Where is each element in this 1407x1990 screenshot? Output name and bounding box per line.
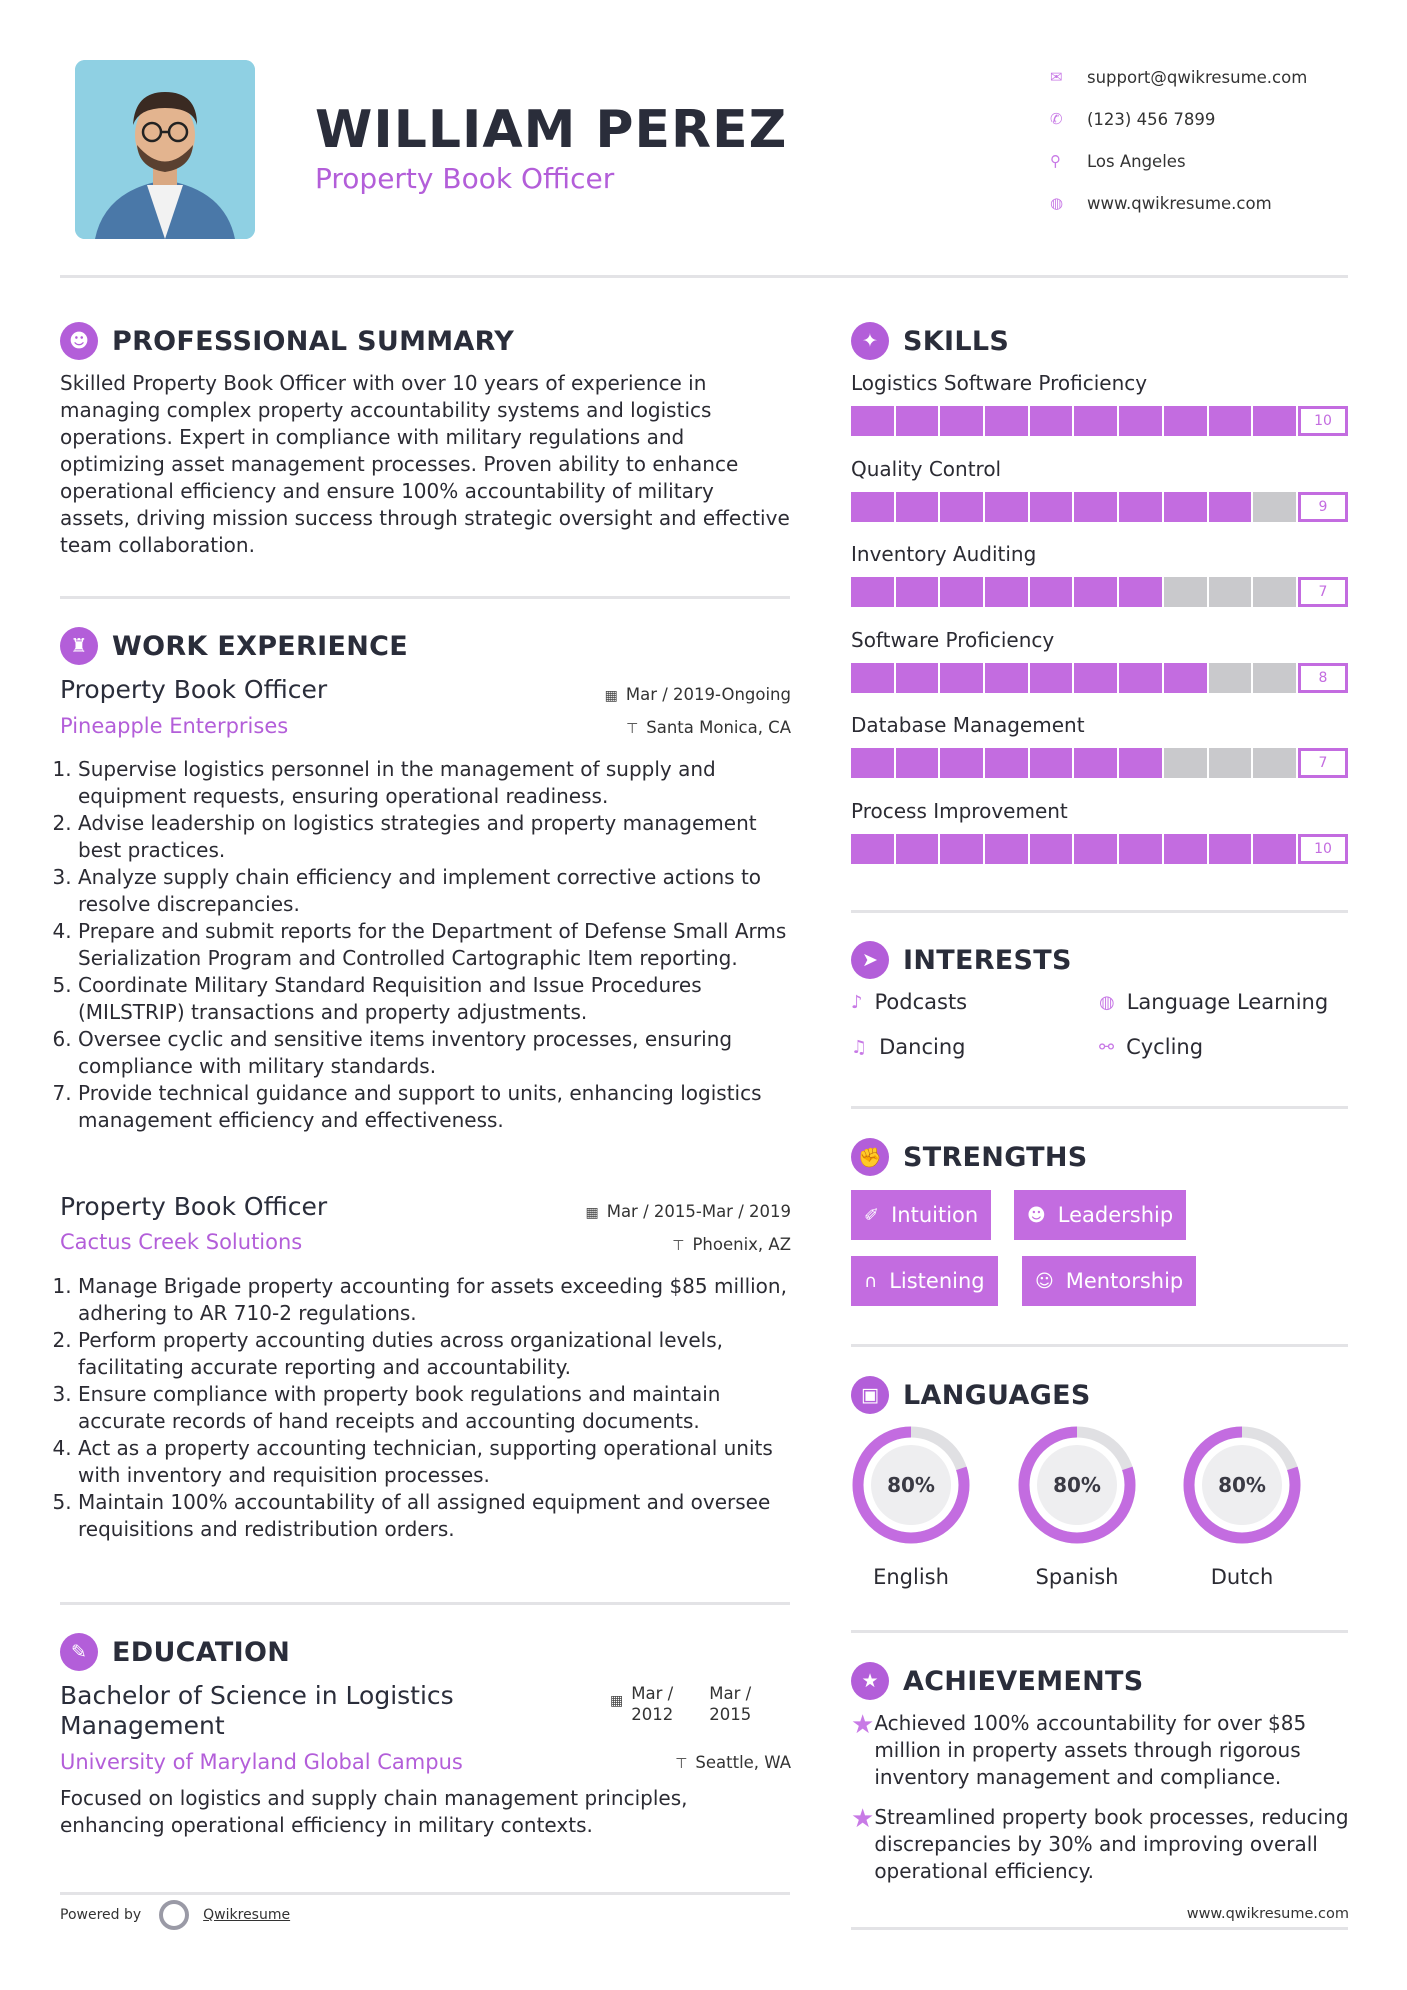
languages-divider bbox=[851, 1630, 1348, 1633]
skill-segment bbox=[1030, 748, 1075, 778]
achievement-item: ★ Achieved 100% accountability for over $85 million in property assets through rigorous inventory management and compliance. bbox=[851, 1710, 1307, 1789]
skill-segment bbox=[1030, 577, 1075, 607]
skill-segment bbox=[1119, 748, 1164, 778]
paper-plane-icon: ➤ bbox=[851, 941, 889, 979]
microphone-icon: ♪ bbox=[851, 991, 863, 1013]
summary-heading: ☻ PROFESSIONAL SUMMARY bbox=[60, 322, 514, 360]
company-2: Cactus Creek Solutions bbox=[60, 1230, 303, 1254]
skills-heading: ✦ SKILLS bbox=[851, 322, 1009, 360]
star-icon: ★ bbox=[851, 1710, 875, 1740]
language-name: Spanish bbox=[1035, 1565, 1119, 1589]
list-item: 5. Maintain 100% accountability of all assigned equipment and oversee requisitions and redistribution orders. bbox=[78, 1489, 795, 1543]
language-item bbox=[849, 1423, 973, 1589]
skill-segment bbox=[1253, 748, 1298, 778]
skill-name: Software Proficiency bbox=[851, 627, 1055, 652]
pin-icon: ⊤ bbox=[626, 721, 639, 737]
contact-website[interactable]: ◍ www.qwikresume.com bbox=[1050, 193, 1272, 213]
language-percent: 80% bbox=[887, 1473, 935, 1497]
headphones-icon: ∩ bbox=[864, 1270, 878, 1292]
skill-segment bbox=[1209, 406, 1254, 436]
skill-segment bbox=[1209, 663, 1254, 693]
language-percent: 80% bbox=[1218, 1473, 1266, 1497]
users-icon: ☻ bbox=[1027, 1204, 1046, 1226]
strength-chip: ✐ Intuition bbox=[851, 1190, 991, 1240]
skill-segment bbox=[896, 834, 941, 864]
skill-bar bbox=[851, 748, 1348, 778]
skill-segment bbox=[1164, 834, 1209, 864]
candidate-name: WILLIAM PEREZ bbox=[315, 100, 788, 160]
contact-email[interactable]: ✉ support@qwikresume.com bbox=[1050, 67, 1308, 87]
skill-segment bbox=[940, 406, 985, 436]
contact-location: ⚲ Los Angeles bbox=[1050, 151, 1186, 171]
footer-divider bbox=[851, 1927, 1348, 1930]
interests-divider bbox=[851, 1106, 1348, 1109]
phone-icon: ✆ bbox=[1050, 110, 1063, 128]
skill-segment bbox=[851, 492, 896, 522]
interest-cycling: ⚯ Cycling bbox=[1099, 1035, 1204, 1059]
globe-icon: ◍ bbox=[1099, 991, 1115, 1013]
pin-icon: ⊤ bbox=[675, 1756, 688, 1772]
list-item: 4. Prepare and submit reports for the Department of Defense Small Arms Serialization Program and Controlled Cartographic Item reporting. bbox=[78, 918, 795, 972]
job-2-duties bbox=[60, 1273, 795, 1543]
language-item bbox=[1180, 1423, 1304, 1589]
skill-segment bbox=[896, 663, 941, 693]
list-item: 2. Perform property accounting duties across organizational levels, facilitating accurate reporting and accountability. bbox=[78, 1327, 795, 1381]
list-item: 6. Oversee cyclic and sensitive items inventory processes, ensuring compliance with military standards. bbox=[78, 1026, 795, 1080]
skill-segment bbox=[1119, 663, 1164, 693]
skill-segment bbox=[896, 748, 941, 778]
qwikresume-link[interactable]: Qwikresume bbox=[203, 1907, 291, 1923]
achievements-heading: ★ ACHIEVEMENTS bbox=[851, 1662, 1144, 1700]
list-item: 3. Analyze supply chain efficiency and implement corrective actions to resolve discrepancies. bbox=[78, 864, 795, 918]
skill-segment bbox=[985, 577, 1030, 607]
language-percent: 80% bbox=[1053, 1473, 1101, 1497]
job-date-1: ▦ Mar / 2019-Ongoing bbox=[604, 685, 791, 704]
skill-level: 7 bbox=[1298, 577, 1348, 607]
skill-segment bbox=[1074, 492, 1119, 522]
school-name: University of Maryland Global Campus bbox=[60, 1750, 463, 1774]
skill-bar bbox=[851, 406, 1348, 436]
user-icon: ☻ bbox=[60, 322, 98, 360]
header-divider bbox=[60, 275, 1348, 278]
profile-photo bbox=[75, 60, 255, 239]
skill-segment bbox=[1253, 492, 1298, 522]
graduation-icon: ✎ bbox=[60, 1633, 98, 1671]
skill-segment bbox=[1164, 748, 1209, 778]
skill-segment bbox=[985, 834, 1030, 864]
degree-title: Bachelor of Science in Logistics Management bbox=[60, 1681, 454, 1740]
lightbulb-icon: ✦ bbox=[851, 322, 889, 360]
skill-segment bbox=[1030, 492, 1075, 522]
skill-segment bbox=[1209, 492, 1254, 522]
list-item: 3. Ensure compliance with property book regulations and maintain accurate records of hand receipts and accounting documents. bbox=[78, 1381, 795, 1435]
avatar bbox=[75, 60, 255, 239]
skill-segment bbox=[1074, 577, 1119, 607]
skill-segment bbox=[1164, 492, 1209, 522]
skill-level: 10 bbox=[1298, 834, 1348, 864]
skill-segment bbox=[940, 748, 985, 778]
skill-segment bbox=[1119, 492, 1164, 522]
job-location-1: ⊤ Santa Monica, CA bbox=[626, 718, 791, 737]
skill-segment bbox=[940, 834, 985, 864]
language-item bbox=[1015, 1423, 1139, 1589]
skill-segment bbox=[985, 663, 1030, 693]
powered-by: Powered by Qwikresume bbox=[60, 1900, 290, 1930]
skill-segment bbox=[1209, 748, 1254, 778]
list-item: 1. Manage Brigade property accounting for assets exceeding $85 million, adhering to AR 710-2 regulations. bbox=[78, 1273, 795, 1327]
skill-level: 9 bbox=[1298, 492, 1348, 522]
skill-name: Process Improvement bbox=[851, 798, 1068, 823]
contact-phone[interactable]: ✆ (123) 456 7899 bbox=[1050, 109, 1216, 129]
job-1-duties bbox=[60, 756, 795, 1134]
bicycle-icon: ⚯ bbox=[1099, 1036, 1115, 1058]
skill-segment bbox=[985, 406, 1030, 436]
skill-segment bbox=[1253, 663, 1298, 693]
language-icon: ▣ bbox=[851, 1376, 889, 1414]
skill-segment bbox=[1209, 834, 1254, 864]
user-plus-icon: ☺ bbox=[1035, 1270, 1054, 1292]
strengths-divider bbox=[851, 1344, 1348, 1347]
skill-segment bbox=[1253, 834, 1298, 864]
skill-segment bbox=[1164, 406, 1209, 436]
skill-segment bbox=[940, 492, 985, 522]
skill-segment bbox=[1119, 834, 1164, 864]
skill-level: 8 bbox=[1298, 663, 1348, 693]
job-title-1: Property Book Officer bbox=[60, 675, 328, 704]
calendar-icon: ▦ bbox=[604, 688, 618, 704]
list-item: 7. Provide technical guidance and support to units, enhancing logistics management efficiency and effectiveness. bbox=[78, 1080, 795, 1134]
language-name: English bbox=[873, 1565, 949, 1589]
job-location-2: ⊤ Phoenix, AZ bbox=[672, 1235, 791, 1254]
education-heading: ✎ EDUCATION bbox=[60, 1633, 290, 1671]
skill-segment bbox=[896, 406, 941, 436]
achievement-item: ★ Streamlined property book processes, reducing discrepancies by 30% and improving overall operational efficiency. bbox=[851, 1804, 1349, 1883]
skill-name: Quality Control bbox=[851, 456, 1002, 481]
footer-url[interactable]: www.qwikresume.com bbox=[1186, 1906, 1349, 1922]
skill-segment bbox=[1209, 577, 1254, 607]
skill-segment bbox=[985, 492, 1030, 522]
job-title-2: Property Book Officer bbox=[60, 1192, 328, 1221]
skill-segment bbox=[985, 748, 1030, 778]
skill-segment bbox=[1164, 663, 1209, 693]
skill-bar bbox=[851, 663, 1348, 693]
skill-segment bbox=[896, 577, 941, 607]
music-note-icon: ♫ bbox=[851, 1036, 868, 1058]
skill-name: Inventory Auditing bbox=[851, 542, 1037, 566]
company-1: Pineapple Enterprises bbox=[60, 714, 289, 738]
skill-segment bbox=[1119, 577, 1164, 607]
location-pin-icon: ⚲ bbox=[1050, 152, 1061, 170]
skill-segment bbox=[851, 663, 896, 693]
qwikresume-logo-icon bbox=[159, 1900, 189, 1930]
languages-heading: ▣ LANGUAGES bbox=[851, 1376, 1091, 1414]
skill-segment bbox=[1074, 834, 1119, 864]
interest-dancing: ♫ Dancing bbox=[851, 1035, 966, 1059]
skill-segment bbox=[851, 748, 896, 778]
education-location: ⊤ Seattle, WA bbox=[675, 1753, 791, 1772]
skill-segment bbox=[851, 577, 896, 607]
pin-icon: ⊤ bbox=[672, 1238, 685, 1254]
envelope-icon: ✉ bbox=[1050, 68, 1063, 86]
fist-icon: ✊ bbox=[851, 1138, 889, 1176]
calendar-icon: ▦ bbox=[585, 1205, 599, 1221]
candidate-title: Property Book Officer bbox=[315, 162, 615, 195]
work-divider bbox=[60, 1602, 790, 1605]
globe-icon: ◍ bbox=[1050, 194, 1064, 212]
list-item: 1. Supervise logistics personnel in the management of supply and equipment requests, ensuring operational readiness. bbox=[78, 756, 795, 810]
skill-segment bbox=[1030, 663, 1075, 693]
language-name: Dutch bbox=[1210, 1565, 1274, 1589]
strength-chip: ∩ Listening bbox=[851, 1256, 998, 1306]
skill-bar bbox=[851, 577, 1348, 607]
education-divider bbox=[60, 1892, 790, 1895]
strength-chip: ☻ Leadership bbox=[1014, 1190, 1186, 1240]
skill-segment bbox=[1119, 406, 1164, 436]
education-dates: ▦ Mar / 2012 Mar / 2015 bbox=[610, 1684, 752, 1724]
interest-language-learning: ◍ Language Learning bbox=[1099, 990, 1329, 1014]
skill-segment bbox=[940, 663, 985, 693]
interests-heading: ➤ INTERESTS bbox=[851, 941, 1072, 979]
skill-segment bbox=[1030, 406, 1075, 436]
list-item: 4. Act as a property accounting technician, supporting operational units with inventory and requisition processes. bbox=[78, 1435, 795, 1489]
star-badge-icon: ★ bbox=[851, 1662, 889, 1700]
briefcase-icon: ♜ bbox=[60, 627, 98, 665]
skill-bar bbox=[851, 834, 1348, 864]
list-item: 2. Advise leadership on logistics strategies and property management best practices. bbox=[78, 810, 795, 864]
summary-text: Skilled Property Book Officer with over 10 years of experience in managing complex property accountability systems and logistics operations. Expert in compliance with military regulations and optimizing asset management processes. Proven ability to enhance operational efficiency and ensure 100% accountability of military assets, driving mission success through strategic oversight and effective team collaboration. bbox=[60, 371, 790, 557]
skill-level: 7 bbox=[1298, 748, 1348, 778]
strength-chip: ☺ Mentorship bbox=[1022, 1256, 1196, 1306]
education-description: Focused on logistics and supply chain management principles, enhancing operational efficiency in military contexts. bbox=[60, 1786, 688, 1837]
skill-segment bbox=[940, 577, 985, 607]
contact-info bbox=[1050, 56, 1307, 224]
skill-segment bbox=[851, 406, 896, 436]
skill-segment bbox=[1253, 577, 1298, 607]
magic-wand-icon: ✐ bbox=[864, 1204, 880, 1226]
job-date-2: ▦ Mar / 2015-Mar / 2019 bbox=[585, 1202, 791, 1221]
skill-segment bbox=[1030, 834, 1075, 864]
skill-segment bbox=[1074, 406, 1119, 436]
skill-segment bbox=[1074, 663, 1119, 693]
skill-segment bbox=[1074, 748, 1119, 778]
summary-divider bbox=[60, 596, 790, 599]
skill-level: 10 bbox=[1298, 406, 1348, 436]
skill-segment bbox=[1164, 577, 1209, 607]
strengths-heading: ✊ STRENGTHS bbox=[851, 1138, 1088, 1176]
skill-name: Database Management bbox=[851, 713, 1085, 737]
star-icon: ★ bbox=[851, 1804, 875, 1834]
list-item: 5. Coordinate Military Standard Requisition and Issue Procedures (MILSTRIP) transactions and property adjustments. bbox=[78, 972, 795, 1026]
skill-segment bbox=[896, 492, 941, 522]
skill-segment bbox=[1253, 406, 1298, 436]
skill-name: Logistics Software Proficiency bbox=[851, 371, 1148, 395]
skill-segment bbox=[851, 834, 896, 864]
work-heading: ♜ WORK EXPERIENCE bbox=[60, 627, 408, 665]
interest-podcasts: ♪ Podcasts bbox=[851, 990, 968, 1014]
skill-bar bbox=[851, 492, 1348, 522]
skills-divider bbox=[851, 910, 1348, 913]
calendar-icon: ▦ bbox=[610, 1693, 624, 1709]
